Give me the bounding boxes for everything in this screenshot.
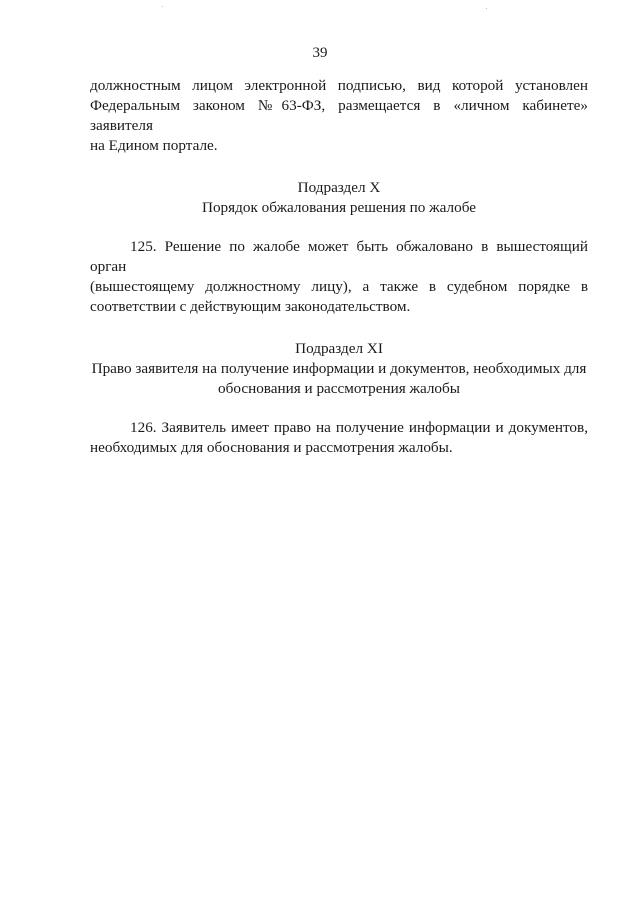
text-line: соответствии с действующим законодательством. — [90, 298, 411, 315]
subsection-label: Подраздел X — [297, 179, 381, 196]
subsection-label: Подраздел XI — [295, 340, 383, 357]
subsection-title: Порядок обжалования решения по жалобе — [201, 199, 476, 216]
continuation-paragraph — [90, 76, 588, 156]
subsection-x-heading — [90, 178, 588, 218]
scan-speck — [486, 8, 487, 9]
subsection-title-line: обоснования и рассмотрения жалобы — [218, 380, 460, 397]
paragraph-125 — [90, 237, 588, 317]
page-number: 39 — [312, 45, 328, 61]
subsection-xi-heading — [90, 339, 588, 399]
document-body — [90, 76, 588, 458]
text-line: 126. Заявитель имеет право на получение информации и документов, — [130, 419, 588, 436]
text-line: необходимых для обоснования и рассмотрения жалобы. — [90, 439, 453, 456]
paragraph-126 — [90, 418, 588, 458]
scan-speck — [162, 6, 163, 7]
text-line: на Едином портале. — [90, 137, 218, 154]
text-line: 125. Решение по жалобе может быть обжаловано в вышестоящий орган — [90, 238, 588, 275]
subsection-title-line: Право заявителя на получение информации и документов, необходимых для — [91, 360, 587, 377]
text-line: (вышестоящему должностному лицу), а также в судебном порядке в — [90, 278, 588, 295]
text-line: должностным лицом электронной подписью, вид которой установлен — [90, 77, 588, 94]
text-line: Федеральным законом №63-ФЗ, размещается в «личном кабинете» заявителя — [90, 97, 588, 134]
